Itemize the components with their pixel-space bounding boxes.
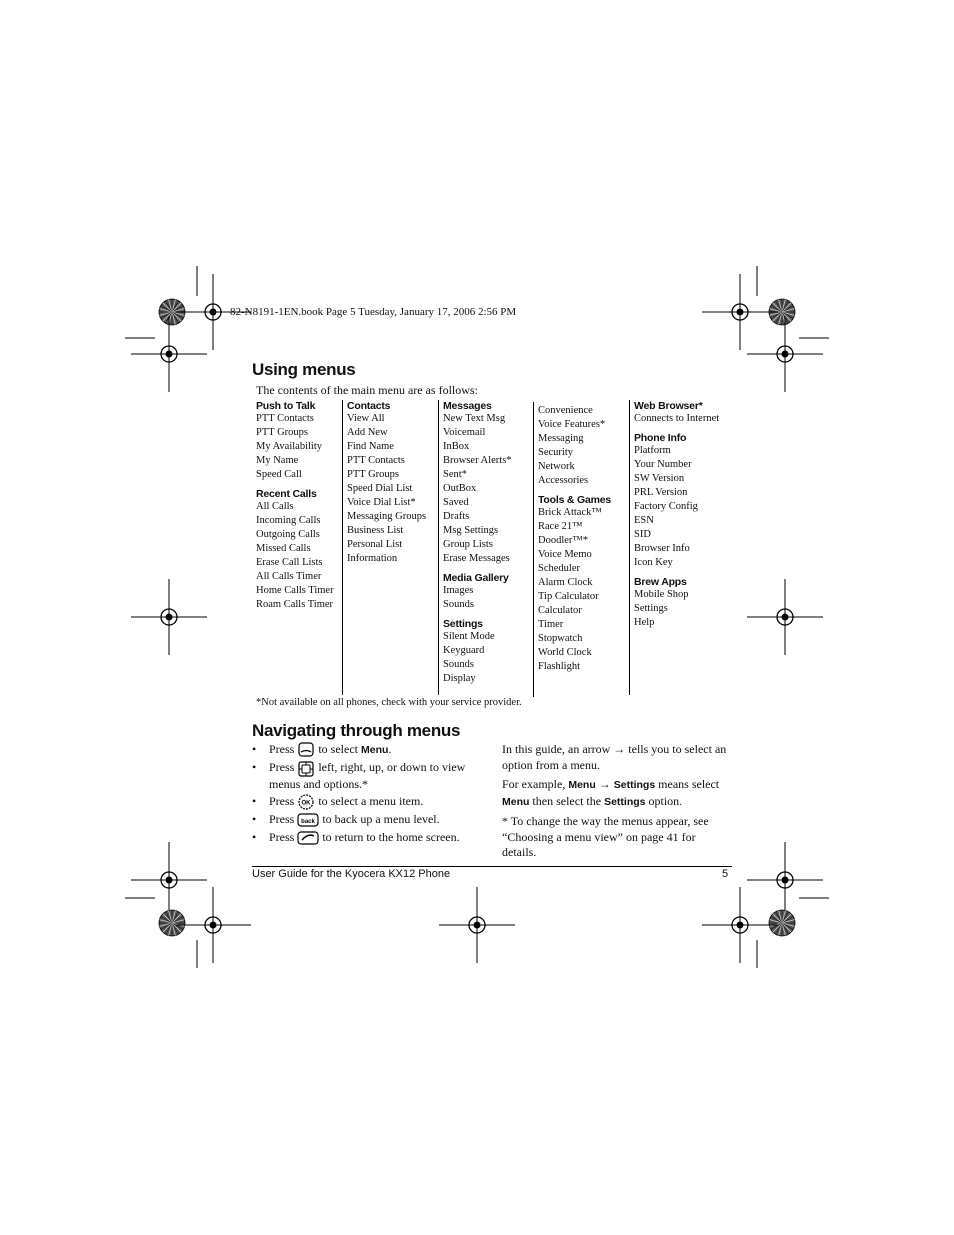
menu-item: Outgoing Calls bbox=[256, 529, 320, 540]
registration-mark bbox=[439, 887, 515, 963]
menu-item: Calculator bbox=[538, 605, 582, 616]
menu-item: My Name bbox=[256, 455, 299, 466]
menu-item: Voice Dial List* bbox=[347, 497, 416, 508]
menu-item: View All bbox=[347, 413, 385, 424]
menu-item: Messaging Groups bbox=[347, 511, 427, 522]
menu-item: Voice Memo bbox=[538, 549, 592, 560]
menu-item: Images bbox=[443, 585, 474, 596]
list-item: • Press left, right, up, or down to view menus and options.* bbox=[252, 760, 466, 791]
availability-footnote: *Not available on all phones, check with your service provider. bbox=[256, 697, 522, 708]
left-softkey-icon bbox=[297, 742, 315, 758]
menu-item: All Calls Timer bbox=[256, 571, 322, 582]
menu-item: SW Version bbox=[634, 473, 685, 484]
list-item: • Press to select Menu. bbox=[252, 742, 482, 758]
menu-item: OutBox bbox=[443, 483, 477, 494]
menu-group-heading: Contacts bbox=[347, 400, 391, 412]
menu-column bbox=[438, 400, 538, 695]
registration-mark bbox=[131, 842, 207, 918]
list-item: • Press back to back up a menu level. bbox=[252, 812, 482, 828]
menu-item: SID bbox=[634, 529, 651, 540]
registration-mark bbox=[131, 579, 207, 655]
menu-group-heading: Media Gallery bbox=[443, 572, 509, 584]
menu-item: Help bbox=[634, 617, 655, 628]
registration-mark bbox=[702, 887, 778, 963]
ok-key-icon bbox=[297, 794, 315, 810]
menu-item: Silent Mode bbox=[443, 631, 495, 642]
menu-item: Sounds bbox=[443, 659, 474, 670]
registration-mark bbox=[747, 316, 823, 392]
menu-item: Connects to Internet bbox=[634, 413, 720, 424]
arrow-note: In this guide, an arrow → tells you to select an option from a menu. bbox=[502, 742, 727, 772]
menu-view-note: * To change the way the menus appear, see “Choosing a menu view” on page 41 for details. bbox=[502, 814, 709, 859]
menu-item: Erase Messages bbox=[443, 553, 510, 564]
list-item: • Press OK to select a menu item. bbox=[252, 794, 482, 810]
menu-group-heading: Push to Talk bbox=[256, 400, 316, 412]
menu-intro-text: The contents of the main menu are as follows: bbox=[256, 383, 478, 397]
menu-item: Missed Calls bbox=[256, 543, 311, 554]
menu-item: Voice Features* bbox=[538, 419, 606, 430]
footer-title: User Guide for the Kyocera KX12 Phone bbox=[252, 868, 451, 880]
registration-mark bbox=[702, 274, 778, 350]
menu-item: Settings bbox=[634, 603, 668, 614]
menu-group-heading: Phone Info bbox=[634, 432, 687, 444]
menu-item: PTT Contacts bbox=[347, 455, 405, 466]
menu-item: Tip Calculator bbox=[538, 591, 599, 602]
menu-item: Browser Info bbox=[634, 543, 690, 554]
menu-group-heading: Recent Calls bbox=[256, 488, 317, 500]
menu-item: Personal List bbox=[347, 539, 403, 550]
color-bar-target bbox=[769, 910, 795, 936]
menu-item: Alarm Clock bbox=[538, 577, 593, 588]
menu-item: Scheduler bbox=[538, 563, 580, 574]
menu-item: Keyguard bbox=[443, 645, 485, 656]
color-bar-target bbox=[159, 910, 185, 936]
menu-item: Icon Key bbox=[634, 557, 673, 568]
menu-item: Business List bbox=[347, 525, 404, 536]
menu-item: Voicemail bbox=[443, 427, 486, 438]
menu-item: Msg Settings bbox=[443, 525, 499, 536]
menu-item: ESN bbox=[634, 515, 654, 526]
menu-item: Sent* bbox=[443, 469, 467, 480]
menu-item: Drafts bbox=[443, 511, 470, 522]
menu-item: Home Calls Timer bbox=[256, 585, 334, 596]
menu-item: Flashlight bbox=[538, 661, 581, 672]
menu-item: Doodler™* bbox=[538, 535, 588, 546]
page-number: 5 bbox=[722, 868, 729, 880]
menu-item: My Availability bbox=[256, 441, 323, 452]
menu-item: Timer bbox=[538, 619, 564, 630]
menu-item: Factory Config bbox=[634, 501, 698, 512]
registration-mark bbox=[131, 316, 207, 392]
menu-item: Add New bbox=[347, 427, 388, 438]
menu-item: Speed Call bbox=[256, 469, 302, 480]
menu-item: Brick Attack™ bbox=[538, 507, 602, 518]
menu-item: All Calls bbox=[256, 501, 294, 512]
registration-mark bbox=[747, 579, 823, 655]
registration-mark bbox=[175, 887, 251, 963]
menu-group-heading: Messages bbox=[443, 400, 492, 412]
menu-item: Roam Calls Timer bbox=[256, 599, 334, 610]
menu-item: Information bbox=[347, 553, 398, 564]
menu-group-heading: Settings bbox=[443, 618, 483, 630]
menu-item: Your Number bbox=[634, 459, 692, 470]
menu-group-heading: Tools & Games bbox=[538, 494, 612, 506]
menu-item: Stopwatch bbox=[538, 633, 583, 644]
menu-item: Accessories bbox=[538, 475, 589, 486]
menu-item: InBox bbox=[443, 441, 470, 452]
menu-item: Sounds bbox=[443, 599, 474, 610]
menu-item: Find Name bbox=[347, 441, 394, 452]
menu-item: Group Lists bbox=[443, 539, 493, 550]
navigation-key-icon bbox=[297, 761, 315, 777]
section-title-navigating: Navigating through menus bbox=[252, 721, 461, 740]
menu-item: Mobile Shop bbox=[634, 589, 689, 600]
back-key-label: back bbox=[301, 819, 316, 825]
list-item: • Press to return to the home screen. bbox=[252, 830, 482, 846]
menu-item: Network bbox=[538, 461, 575, 472]
arrow-convention-notes bbox=[502, 742, 732, 865]
menu-item: PRL Version bbox=[634, 487, 688, 498]
print-header: 82-N8191-1EN.book Page 5 Tuesday, January 17, 2006 2:56 PM bbox=[230, 306, 517, 318]
menu-item: Speed Dial List bbox=[347, 483, 413, 494]
menu-item: Platform bbox=[634, 445, 671, 456]
menu-group-heading: Brew Apps bbox=[634, 576, 687, 588]
menu-item: Browser Alerts* bbox=[443, 455, 512, 466]
menu-column bbox=[256, 400, 351, 612]
menu-item: PTT Contacts bbox=[256, 413, 314, 424]
menu-item: Incoming Calls bbox=[256, 515, 321, 526]
registration-mark bbox=[747, 842, 823, 918]
menu-group-heading: Web Browser* bbox=[634, 400, 703, 412]
menu-item: Convenience bbox=[538, 405, 593, 416]
example-note: For example, Menu → Settings means select Menu then select the Settings option. bbox=[502, 777, 720, 808]
end-key-icon bbox=[297, 830, 319, 846]
back-key-icon bbox=[297, 812, 319, 828]
navigation-instructions bbox=[252, 742, 482, 848]
menu-item: PTT Groups bbox=[347, 469, 400, 480]
menu-item: Saved bbox=[443, 497, 469, 508]
menu-item: World Clock bbox=[538, 647, 592, 658]
menu-item: Race 21™ bbox=[538, 521, 583, 532]
menu-item: Security bbox=[538, 447, 573, 458]
menu-column bbox=[342, 400, 442, 695]
section-title-using-menus: Using menus bbox=[252, 360, 356, 379]
menu-column bbox=[629, 400, 729, 695]
menu-item: Erase Call Lists bbox=[256, 557, 323, 568]
menu-item: PTT Groups bbox=[256, 427, 309, 438]
menu-item: Messaging bbox=[538, 433, 584, 444]
ok-key-label: OK bbox=[301, 800, 311, 807]
footer-rule bbox=[252, 866, 732, 867]
menu-item: Display bbox=[443, 673, 476, 684]
menu-column bbox=[533, 402, 633, 697]
menu-item: New Text Msg bbox=[443, 413, 506, 424]
